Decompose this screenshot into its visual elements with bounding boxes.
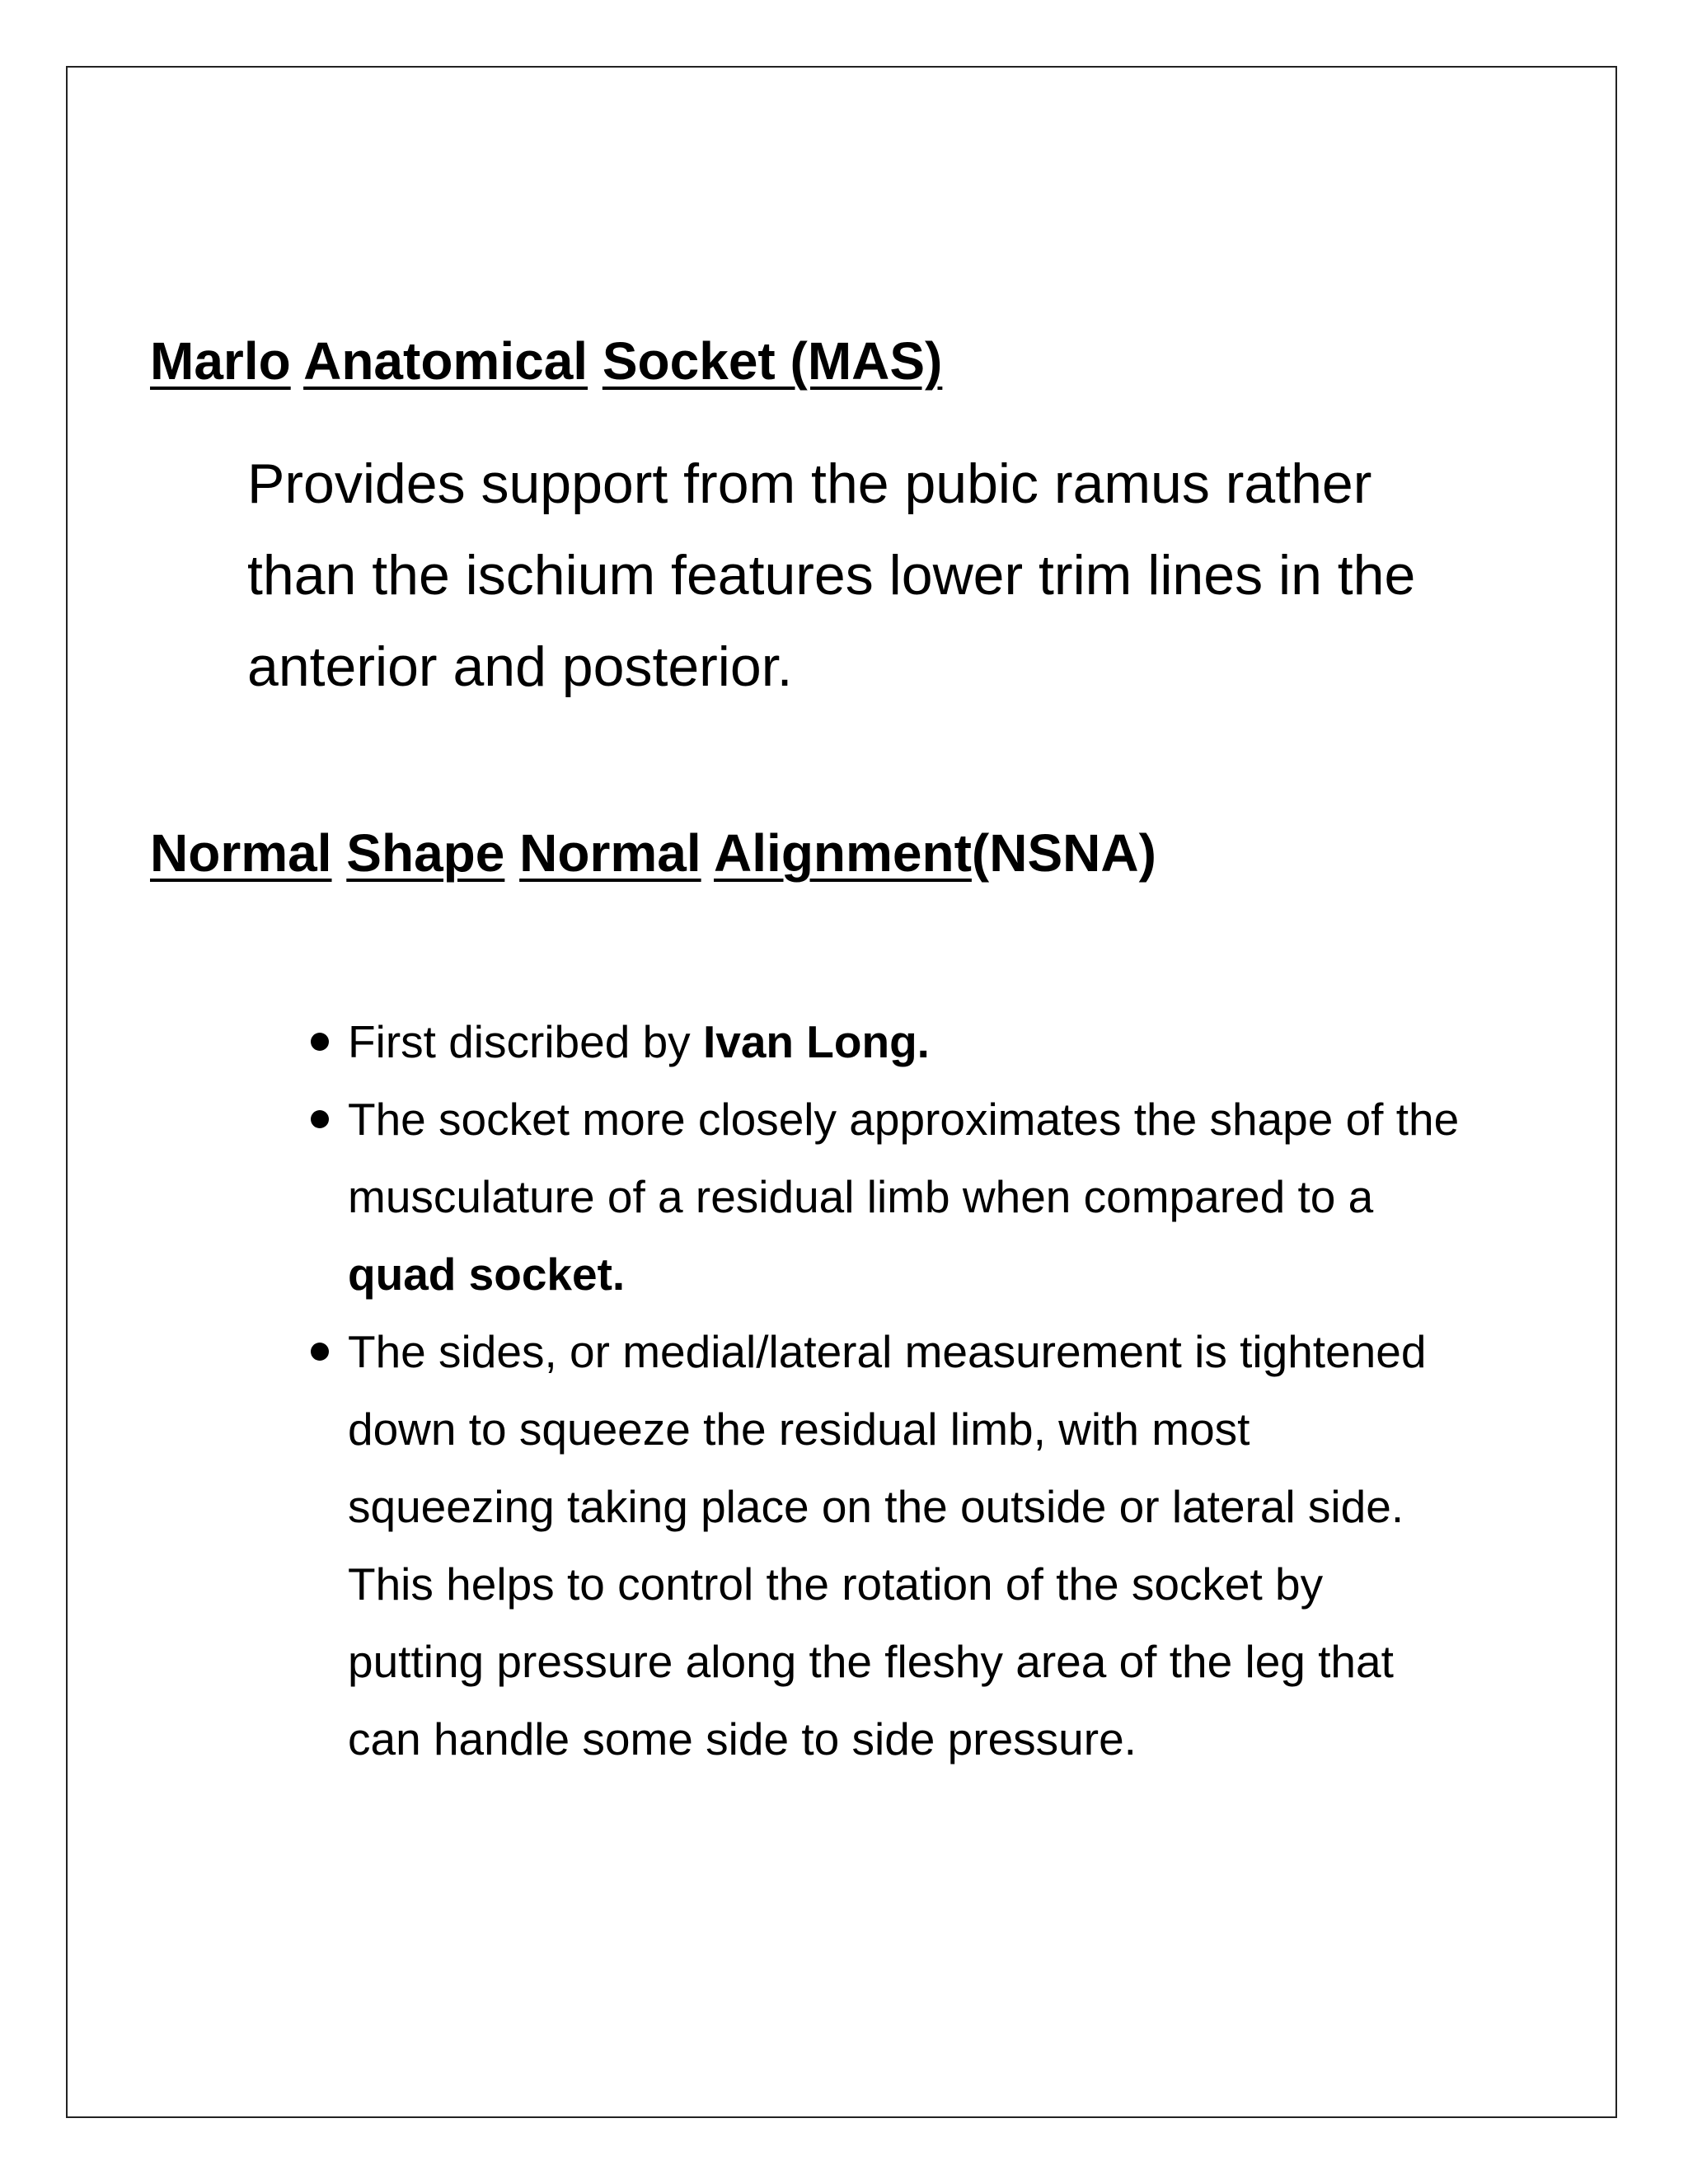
bullet-line: The socket more closely approximates the shape of the [348, 1094, 1460, 1145]
mas-description-line: than the ischium features lower trim lines in the [247, 544, 1416, 607]
nsna-heading-word: Normal [519, 823, 701, 883]
mas-description-line: anterior and posterior. [247, 635, 793, 698]
mas-heading-word: Marlo [150, 331, 291, 391]
bullet-text: First discribed by [348, 1016, 703, 1067]
nsna-heading-word: Shape [346, 823, 505, 883]
bullet-line: The sides, or medial/lateral measurement is tightened [348, 1326, 1427, 1377]
list-item [0, 1313, 1688, 1778]
nsna-heading-word: Normal [150, 823, 332, 883]
bullet-line: can handle some side to side pressure. [348, 1713, 1137, 1765]
bullet-icon [311, 1110, 329, 1128]
bullet-line: squeezing taking place on the outside or lateral side. [348, 1481, 1404, 1532]
bullet-bold-text: quad socket. [348, 1249, 626, 1300]
nsna-heading-word: Alignment [714, 823, 972, 883]
mas-heading [150, 328, 942, 394]
nsna-heading [150, 820, 1156, 886]
bullet-line: down to squeeze the residual limb, with most [348, 1404, 1250, 1455]
bullet-icon [311, 1343, 329, 1361]
bullet-line: This helps to control the rotation of the socket by [348, 1558, 1324, 1610]
mas-description-line: Provides support from the pubic ramus rather [247, 452, 1372, 515]
nsna-heading-suffix: (NSNA) [971, 823, 1156, 883]
bullet-icon [311, 1033, 329, 1051]
nsna-bullet-list [0, 1003, 1688, 1778]
bullet-line [348, 1003, 1688, 1080]
bullet-line: musculature of a residual limb when compared to a [348, 1171, 1374, 1222]
mas-heading-word: Anatomical [303, 331, 588, 391]
mas-description [247, 438, 1582, 713]
bullet-line: putting pressure along the fleshy area of the leg that [348, 1636, 1394, 1687]
list-item [0, 1080, 1688, 1313]
bullet-bold-text: Ivan Long. [702, 1016, 930, 1067]
mas-heading-word: Socket (MAS) [602, 331, 943, 391]
list-item [0, 1003, 1688, 1080]
